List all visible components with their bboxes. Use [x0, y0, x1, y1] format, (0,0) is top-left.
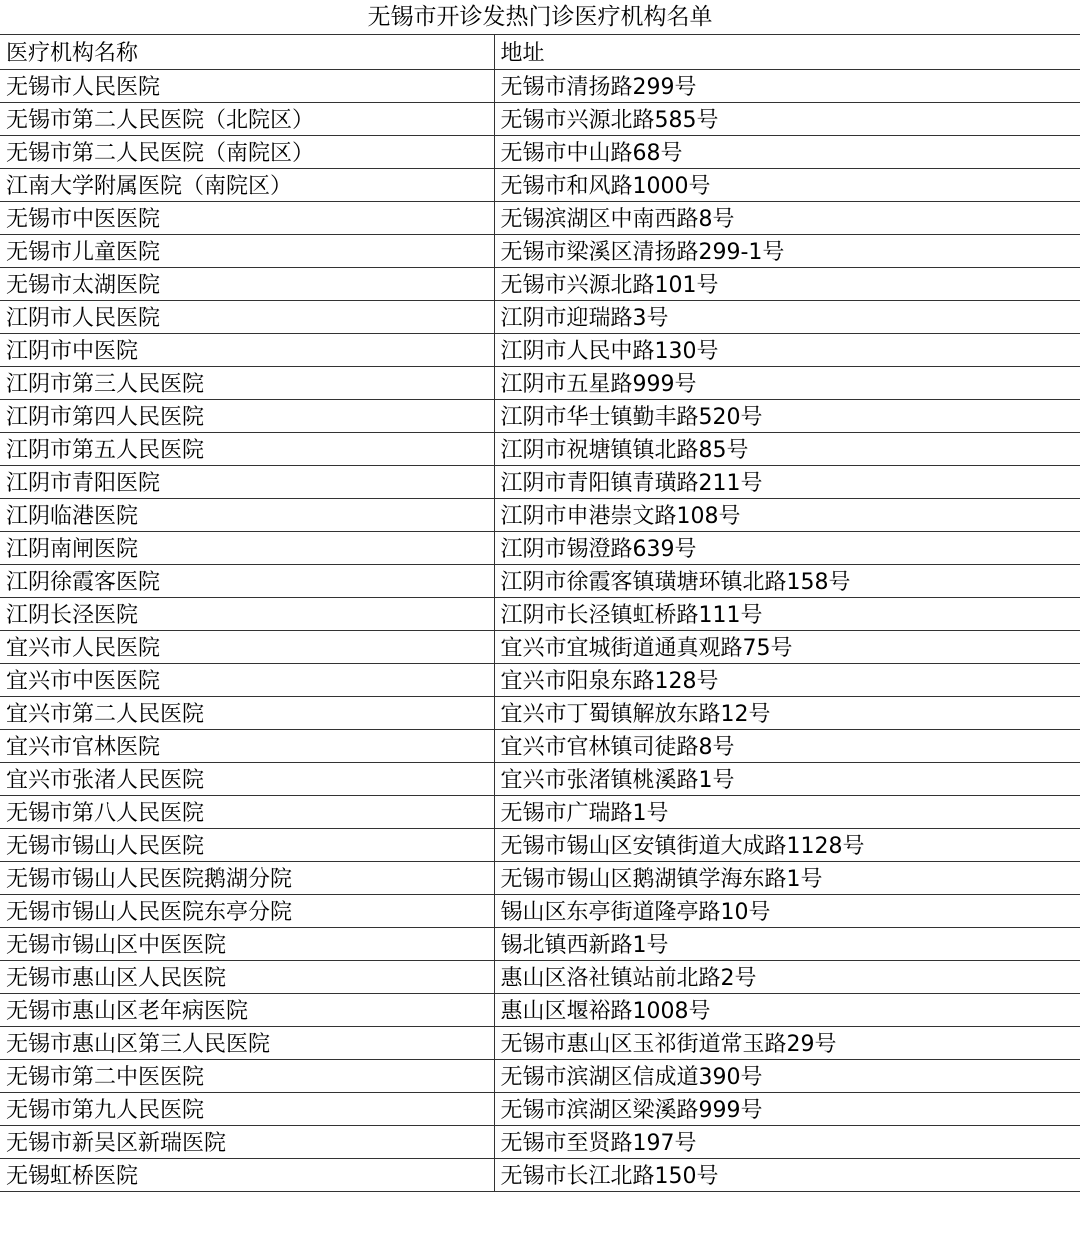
address-cell: 无锡市锡山区鹅湖镇学海东路1号: [494, 861, 1080, 894]
hospital-table: [0, 35, 1080, 1192]
table-row: [0, 927, 1080, 960]
address-cell: 江阴市长泾镇虹桥路111号: [494, 597, 1080, 630]
sheet-title: 无锡市开诊发热门诊医疗机构名单: [0, 0, 1080, 35]
address-cell: 惠山区洛社镇站前北路2号: [494, 960, 1080, 993]
address-cell: 无锡市和风路1000号: [494, 168, 1080, 201]
address-cell: 宜兴市官林镇司徒路8号: [494, 729, 1080, 762]
table-body: [0, 69, 1080, 1191]
hospital-name-cell: 江阴市第四人民医院: [0, 399, 494, 432]
table-row: [0, 960, 1080, 993]
table-row: [0, 762, 1080, 795]
hospital-name-cell: 无锡市第九人民医院: [0, 1092, 494, 1125]
hospital-name-cell: 江阴市中医院: [0, 333, 494, 366]
address-cell: 江阴市申港崇文路108号: [494, 498, 1080, 531]
hospital-name-cell: 无锡市锡山人民医院: [0, 828, 494, 861]
table-row: [0, 1059, 1080, 1092]
address-cell: 无锡市锡山区安镇街道大成路1128号: [494, 828, 1080, 861]
hospital-name-cell: 无锡市惠山区人民医院: [0, 960, 494, 993]
hospital-name-cell: 无锡市第二中医医院: [0, 1059, 494, 1092]
table-row: [0, 465, 1080, 498]
table-row: [0, 795, 1080, 828]
address-cell: 江阴市五星路999号: [494, 366, 1080, 399]
address-cell: 无锡市清扬路299号: [494, 69, 1080, 102]
hospital-name-cell: 江阴市第五人民医院: [0, 432, 494, 465]
table-row: [0, 828, 1080, 861]
address-cell: 无锡市滨湖区梁溪路999号: [494, 1092, 1080, 1125]
table-row: [0, 168, 1080, 201]
address-cell: 无锡市广瑞路1号: [494, 795, 1080, 828]
table-row: [0, 696, 1080, 729]
hospital-name-cell: 无锡市锡山人民医院东亭分院: [0, 894, 494, 927]
address-cell: 江阴市祝塘镇镇北路85号: [494, 432, 1080, 465]
table-row: [0, 1125, 1080, 1158]
table-row: [0, 531, 1080, 564]
address-cell: 无锡市梁溪区清扬路299-1号: [494, 234, 1080, 267]
hospital-name-cell: 江阴临港医院: [0, 498, 494, 531]
table-row: [0, 135, 1080, 168]
hospital-name-cell: 江阴市青阳医院: [0, 465, 494, 498]
address-cell: 无锡市至贤路197号: [494, 1125, 1080, 1158]
hospital-name-cell: 宜兴市人民医院: [0, 630, 494, 663]
table-row: [0, 663, 1080, 696]
table-row: [0, 102, 1080, 135]
table-row: [0, 234, 1080, 267]
table-row: [0, 894, 1080, 927]
address-cell: 江阴市徐霞客镇璜塘环镇北路158号: [494, 564, 1080, 597]
table-row: [0, 630, 1080, 663]
hospital-name-cell: 无锡市太湖医院: [0, 267, 494, 300]
table-row: [0, 861, 1080, 894]
address-cell: 无锡市长江北路150号: [494, 1158, 1080, 1191]
table-row: [0, 399, 1080, 432]
table-header-row: [0, 35, 1080, 69]
table-row: [0, 69, 1080, 102]
hospital-name-cell: 无锡市锡山区中医医院: [0, 927, 494, 960]
hospital-name-cell: 无锡市儿童医院: [0, 234, 494, 267]
hospital-name-cell: 宜兴市中医医院: [0, 663, 494, 696]
hospital-name-cell: 无锡市第二人民医院（北院区）: [0, 102, 494, 135]
hospital-name-cell: 江阴长泾医院: [0, 597, 494, 630]
column-header-address: 地址: [494, 35, 1080, 69]
address-cell: 江阴市迎瑞路3号: [494, 300, 1080, 333]
table-row: [0, 1092, 1080, 1125]
hospital-name-cell: 无锡市中医医院: [0, 201, 494, 234]
hospital-name-cell: 无锡市人民医院: [0, 69, 494, 102]
address-cell: 无锡市中山路68号: [494, 135, 1080, 168]
hospital-name-cell: 宜兴市官林医院: [0, 729, 494, 762]
address-cell: 惠山区堰裕路1008号: [494, 993, 1080, 1026]
address-cell: 江阴市锡澄路639号: [494, 531, 1080, 564]
hospital-name-cell: 江阴南闸医院: [0, 531, 494, 564]
hospital-name-cell: 无锡市锡山人民医院鹅湖分院: [0, 861, 494, 894]
address-cell: 宜兴市张渚镇桃溪路1号: [494, 762, 1080, 795]
hospital-name-cell: 宜兴市张渚人民医院: [0, 762, 494, 795]
address-cell: 江阴市华士镇勤丰路520号: [494, 399, 1080, 432]
table-row: [0, 201, 1080, 234]
address-cell: 锡山区东亭街道隆亭路10号: [494, 894, 1080, 927]
table-row: [0, 564, 1080, 597]
hospital-name-cell: 无锡市第二人民医院（南院区）: [0, 135, 494, 168]
address-cell: 锡北镇西新路1号: [494, 927, 1080, 960]
column-header-name: 医疗机构名称: [0, 35, 494, 69]
address-cell: 无锡市兴源北路101号: [494, 267, 1080, 300]
address-cell: 无锡市滨湖区信成道390号: [494, 1059, 1080, 1092]
table-row: [0, 366, 1080, 399]
hospital-name-cell: 江阴市人民医院: [0, 300, 494, 333]
table-row: [0, 1026, 1080, 1059]
address-cell: 无锡滨湖区中南西路8号: [494, 201, 1080, 234]
table-row: [0, 1158, 1080, 1191]
table-row: [0, 333, 1080, 366]
hospital-name-cell: 江阴徐霞客医院: [0, 564, 494, 597]
table-row: [0, 597, 1080, 630]
address-cell: 无锡市惠山区玉祁街道常玉路29号: [494, 1026, 1080, 1059]
hospital-name-cell: 无锡市惠山区第三人民医院: [0, 1026, 494, 1059]
table-row: [0, 432, 1080, 465]
hospital-name-cell: 无锡虹桥医院: [0, 1158, 494, 1191]
address-cell: 江阴市青阳镇青璜路211号: [494, 465, 1080, 498]
hospital-name-cell: 江阴市第三人民医院: [0, 366, 494, 399]
address-cell: 宜兴市宜城街道通真观路75号: [494, 630, 1080, 663]
address-cell: 宜兴市丁蜀镇解放东路12号: [494, 696, 1080, 729]
hospital-name-cell: 宜兴市第二人民医院: [0, 696, 494, 729]
table-row: [0, 498, 1080, 531]
table-row: [0, 300, 1080, 333]
table-row: [0, 993, 1080, 1026]
address-cell: 江阴市人民中路130号: [494, 333, 1080, 366]
hospital-name-cell: 无锡市第八人民医院: [0, 795, 494, 828]
hospital-name-cell: 江南大学附属医院（南院区）: [0, 168, 494, 201]
hospital-name-cell: 无锡市惠山区老年病医院: [0, 993, 494, 1026]
hospital-name-cell: 无锡市新吴区新瑞医院: [0, 1125, 494, 1158]
table-row: [0, 729, 1080, 762]
table-row: [0, 267, 1080, 300]
address-cell: 无锡市兴源北路585号: [494, 102, 1080, 135]
address-cell: 宜兴市阳泉东路128号: [494, 663, 1080, 696]
